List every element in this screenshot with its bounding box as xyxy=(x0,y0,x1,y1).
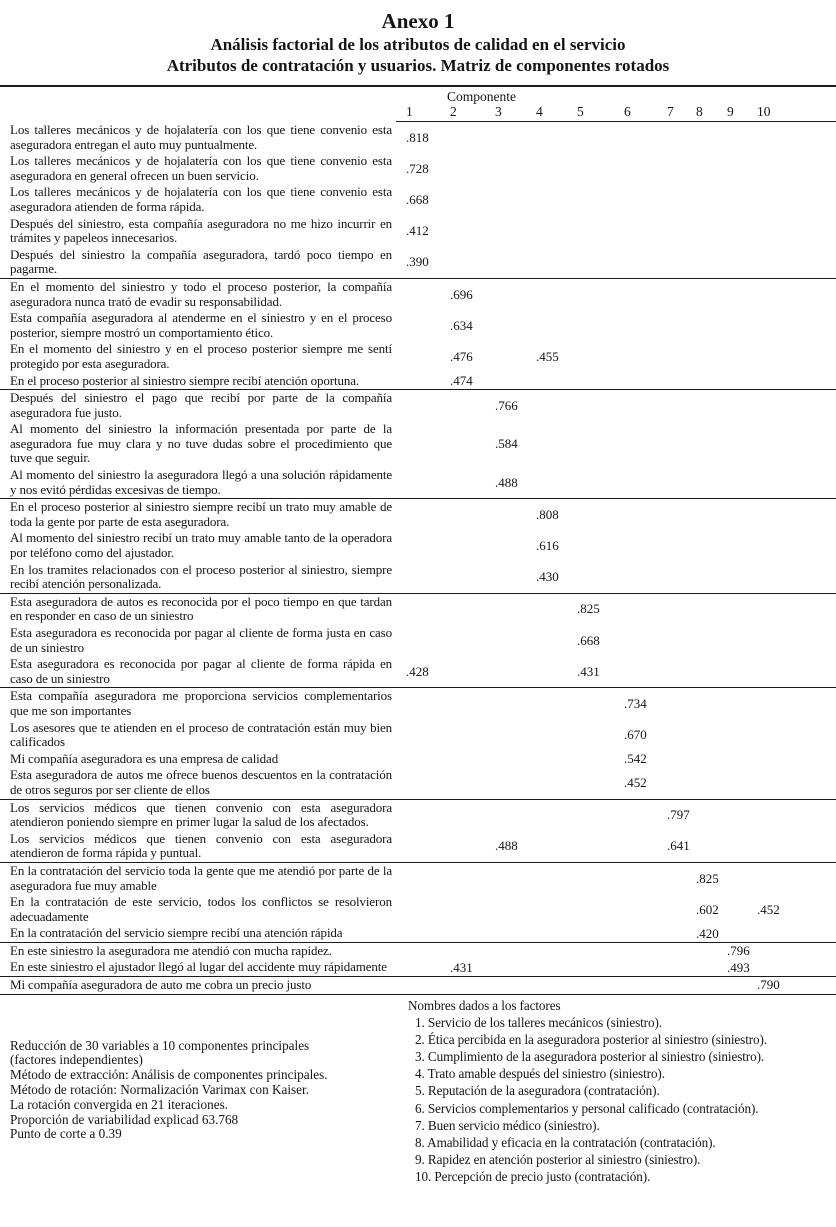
loading-value: .420 xyxy=(696,925,719,941)
component-column-header: 8 xyxy=(686,104,717,122)
loading-value: .734 xyxy=(624,695,647,711)
component-column-header: 2 xyxy=(440,104,485,122)
loading-value: .488 xyxy=(495,474,518,490)
item-statement: Al momento del siniestro la aseguradora llegó a una solución rápidamente y nos evitó pérdidas excesivas de tiempo. xyxy=(10,467,392,497)
matrix-row xyxy=(0,153,836,184)
item-statement: En el momento del siniestro y todo el proceso posterior, la compañía aseguradora nunca trató de evadir su responsabilidad. xyxy=(10,278,392,309)
loading-value: .825 xyxy=(696,870,719,886)
subtitle-line-2: Atributos de contratación y usuarios. Matriz de componentes rotados xyxy=(166,56,670,75)
matrix-row xyxy=(0,467,836,498)
loading-value: .634 xyxy=(450,317,473,333)
matrix-row xyxy=(0,279,836,310)
factor-item: 4. Trato amable después del siniestro (siniestro). xyxy=(415,1066,665,1082)
loading-value: .602 xyxy=(696,901,719,917)
matrix-body xyxy=(0,122,836,995)
note-line: (factores independientes) xyxy=(10,1052,143,1068)
loading-value: .452 xyxy=(624,774,647,790)
loading-value: .412 xyxy=(406,223,429,239)
loading-value: .790 xyxy=(757,977,780,993)
component-column-header: 9 xyxy=(717,104,747,122)
loading-value: .668 xyxy=(406,191,429,207)
loading-value: .808 xyxy=(536,506,559,522)
matrix-row xyxy=(0,184,836,215)
item-statement: Esta aseguradora es reconocida por pagar al cliente de forma rápida en caso de un siniestro xyxy=(10,656,392,686)
factor-item: 7. Buen servicio médico (siniestro). xyxy=(415,1117,600,1133)
matrix-row xyxy=(0,656,836,687)
table-header-columns-row xyxy=(0,104,836,122)
matrix-row xyxy=(0,310,836,341)
item-statement: Esta aseguradora es reconocida por pagar al cliente de forma justa en caso de un siniestro xyxy=(10,625,392,655)
loading-value: .430 xyxy=(536,569,559,585)
note-line: Reducción de 30 variables a 10 componentes principales xyxy=(10,1037,310,1053)
item-statement: En la contratación de este servicio, todos los conflictos se resolvieron adecuadamente xyxy=(10,894,392,924)
matrix-row xyxy=(0,767,836,798)
item-statement: Los servicios médicos que tienen convenio con esta aseguradora atendieron de forma rápida y puntual. xyxy=(10,830,392,861)
matrix-row xyxy=(0,594,836,625)
factor-item: 3. Cumplimiento de la aseguradora posterior al siniestro (siniestro). xyxy=(415,1049,765,1065)
item-statement: Después del siniestro, esta compañía aseguradora no me hizo incurrir en trámites y papeleos innecesarios. xyxy=(10,215,392,246)
item-statement: Esta compañía aseguradora me proporciona servicios complementarios que me son importantes xyxy=(10,688,392,718)
loading-value: .452 xyxy=(757,901,780,917)
loading-value: .428 xyxy=(406,663,429,679)
matrix-row xyxy=(0,959,836,976)
item-statement: Los talleres mecánicos y de hojalatería con los que tiene convenio esta aseguradora atienden de forma rápida. xyxy=(10,184,392,214)
loading-value: .696 xyxy=(450,286,473,302)
loading-value: .670 xyxy=(624,727,647,743)
factors-title: Nombres dados a los factores xyxy=(408,997,561,1013)
item-statement: Después del siniestro la compañía aseguradora, tardó poco tiempo en pagarme. xyxy=(10,246,392,277)
loading-value: .797 xyxy=(667,807,690,823)
item-statement: En la contratación del servicio siempre recibí una atención rápida xyxy=(10,925,343,941)
loading-value: .825 xyxy=(577,601,600,617)
item-statement: Después del siniestro el pago que recibí por parte de la compañía aseguradora fue justo. xyxy=(10,390,392,420)
matrix-group xyxy=(0,594,836,689)
item-statement: En el proceso posterior al siniestro siempre recibí atención oportuna. xyxy=(10,372,359,388)
component-column-header: 3 xyxy=(485,104,526,122)
loading-value: .431 xyxy=(450,959,473,975)
matrix-group xyxy=(0,943,836,977)
item-statement: Esta aseguradora de autos es reconocida por el poco tiempo en que tardan en responder en caso de un siniestro xyxy=(10,593,392,624)
loading-value: .584 xyxy=(495,436,518,452)
note-line: Método de extracción: Análisis de componentes principales. xyxy=(10,1067,328,1083)
factor-item: 6. Servicios complementarios y personal calificado (contratación). xyxy=(415,1100,759,1116)
item-statement: Los talleres mecánicos y de hojalatería con los que tiene convenio esta aseguradora entregan el auto muy puntualmente. xyxy=(10,122,392,152)
matrix-row xyxy=(0,625,836,656)
table-header-group-row xyxy=(0,87,836,104)
matrix-row xyxy=(0,216,836,247)
matrix-row xyxy=(0,562,836,593)
item-statement: Mi compañía aseguradora de auto me cobra un precio justo xyxy=(10,977,312,993)
matrix-group xyxy=(0,390,836,499)
matrix-group xyxy=(0,800,836,863)
matrix-row xyxy=(0,499,836,530)
header-spacer xyxy=(0,89,396,104)
item-statement: En este siniestro la aseguradora me atendió con mucha rapidez. xyxy=(10,942,332,958)
page-title: Anexo 1 xyxy=(381,9,455,33)
factor-item: 10. Percepción de precio justo (contratación). xyxy=(415,1169,651,1185)
note-line: La rotación convergida en 21 iteraciones. xyxy=(10,1096,228,1112)
matrix-row xyxy=(0,247,836,278)
matrix-row xyxy=(0,421,836,467)
loading-value: .390 xyxy=(406,254,429,270)
component-column-header: 6 xyxy=(614,104,657,122)
component-column-header: 1 xyxy=(396,104,440,122)
item-statement: Los talleres mecánicos y de hojalatería con los que tiene convenio esta aseguradora en general ofrecen un buen servicio. xyxy=(10,153,392,183)
matrix-row xyxy=(0,925,836,942)
item-statement: Esta compañía aseguradora al atenderme en el siniestro y en el proceso posterior, siempre mostró un comportamiento ético. xyxy=(10,310,392,340)
header-spacer xyxy=(0,104,396,122)
factor-item: 8. Amabilidad y eficacia en la contratación (contratación). xyxy=(415,1135,716,1151)
matrix-row xyxy=(0,863,836,894)
notes-block xyxy=(0,1039,400,1143)
component-column-header: 5 xyxy=(567,104,614,122)
matrix-row xyxy=(0,977,836,994)
item-statement: En los tramites relacionados con el proceso posterior al siniestro, siempre recibí atención personalizada. xyxy=(10,561,392,592)
loading-value: .431 xyxy=(577,663,600,679)
loading-value: .728 xyxy=(406,160,429,176)
matrix-group xyxy=(0,279,836,390)
loading-value: .818 xyxy=(406,129,429,145)
item-statement: En el momento del siniestro y en el proceso posterior siempre me sentí protegido por esta aseguradora. xyxy=(10,341,392,371)
loading-value: .766 xyxy=(495,397,518,413)
matrix-row xyxy=(0,751,836,768)
matrix-group xyxy=(0,122,836,279)
loading-value: .796 xyxy=(727,943,750,959)
loading-value: .616 xyxy=(536,538,559,554)
matrix-row xyxy=(0,831,836,862)
factor-list xyxy=(408,1014,834,1186)
item-statement: Al momento del siniestro la información presentada por parte de la aseguradora fue muy clara y no tuve dudas sobre el procedimiento que tuve que seguir. xyxy=(10,421,392,466)
matrix-row xyxy=(0,720,836,751)
item-statement: Al momento del siniestro recibí un trato muy amable tanto de la operadora por teléfono como del ajustador. xyxy=(10,530,392,561)
note-line: Punto de corte a 0.39 xyxy=(10,1126,122,1142)
matrix-group xyxy=(0,863,836,943)
matrix-row xyxy=(0,800,836,831)
loading-value: .488 xyxy=(495,838,518,854)
loading-value: .641 xyxy=(667,838,690,854)
loading-value: .493 xyxy=(727,959,750,975)
matrix-row xyxy=(0,122,836,153)
item-statement: En el proceso posterior al siniestro siempre recibí un trato muy amable de toda la gente por parte de esta aseguradora. xyxy=(10,499,392,529)
note-line: Método de rotación: Normalización Varimax con Kaiser. xyxy=(10,1082,309,1098)
loading-value: .474 xyxy=(450,372,473,388)
item-statement: En la contratación del servicio toda la gente que me atendió por parte de la aseguradora fue muy amable xyxy=(10,862,392,893)
matrix-row xyxy=(0,894,836,925)
factor-item: 5. Reputación de la aseguradora (contratación). xyxy=(415,1083,660,1099)
item-statement: Los servicios médicos que tienen convenio con esta aseguradora atendieron poniendo siempre en primer lugar la salud de los afectados. xyxy=(10,799,392,830)
footer xyxy=(0,995,836,1186)
factor-item: 9. Rapidez en atención posterior al siniestro (siniestro). xyxy=(415,1152,701,1168)
matrix-row xyxy=(0,943,836,960)
factor-item: 1. Servicio de los talleres mecánicos (siniestro). xyxy=(415,1014,662,1030)
note-line: Proporción de variabilidad explicad 63.768 xyxy=(10,1111,239,1127)
loading-value: .455 xyxy=(536,348,559,364)
matrix-group xyxy=(0,977,836,995)
loading-value: .476 xyxy=(450,348,473,364)
item-statement: En este siniestro el ajustador llegó al lugar del accidente muy rápidamente xyxy=(10,959,387,975)
matrix-row xyxy=(0,688,836,719)
matrix-row xyxy=(0,373,836,390)
loading-value: .542 xyxy=(624,751,647,767)
loading-value: .668 xyxy=(577,632,600,648)
matrix-group xyxy=(0,688,836,799)
factor-item: 2. Ética percibida en la aseguradora posterior al siniestro (siniestro). xyxy=(415,1031,768,1047)
component-column-header: 4 xyxy=(526,104,567,122)
item-statement: Mi compañía aseguradora es una empresa de calidad xyxy=(10,750,279,766)
component-matrix-table xyxy=(0,85,836,995)
matrix-group xyxy=(0,499,836,594)
item-statement: Esta aseguradora de autos me ofrece buenos descuentos en la contratación de otros seguros por ser cliente de ellos xyxy=(10,767,392,797)
component-column-header: 10 xyxy=(747,104,836,122)
matrix-row xyxy=(0,530,836,561)
matrix-row xyxy=(0,341,836,372)
matrix-row xyxy=(0,390,836,421)
item-statement: Los asesores que te atienden en el proceso de contratación están muy bien calificados xyxy=(10,719,392,750)
subtitle-line-1: Análisis factorial de los atributos de calidad en el servicio xyxy=(210,35,626,54)
component-column-header: 7 xyxy=(657,104,686,122)
componente-label: Componente xyxy=(447,89,516,104)
factor-names-block xyxy=(400,995,836,1186)
